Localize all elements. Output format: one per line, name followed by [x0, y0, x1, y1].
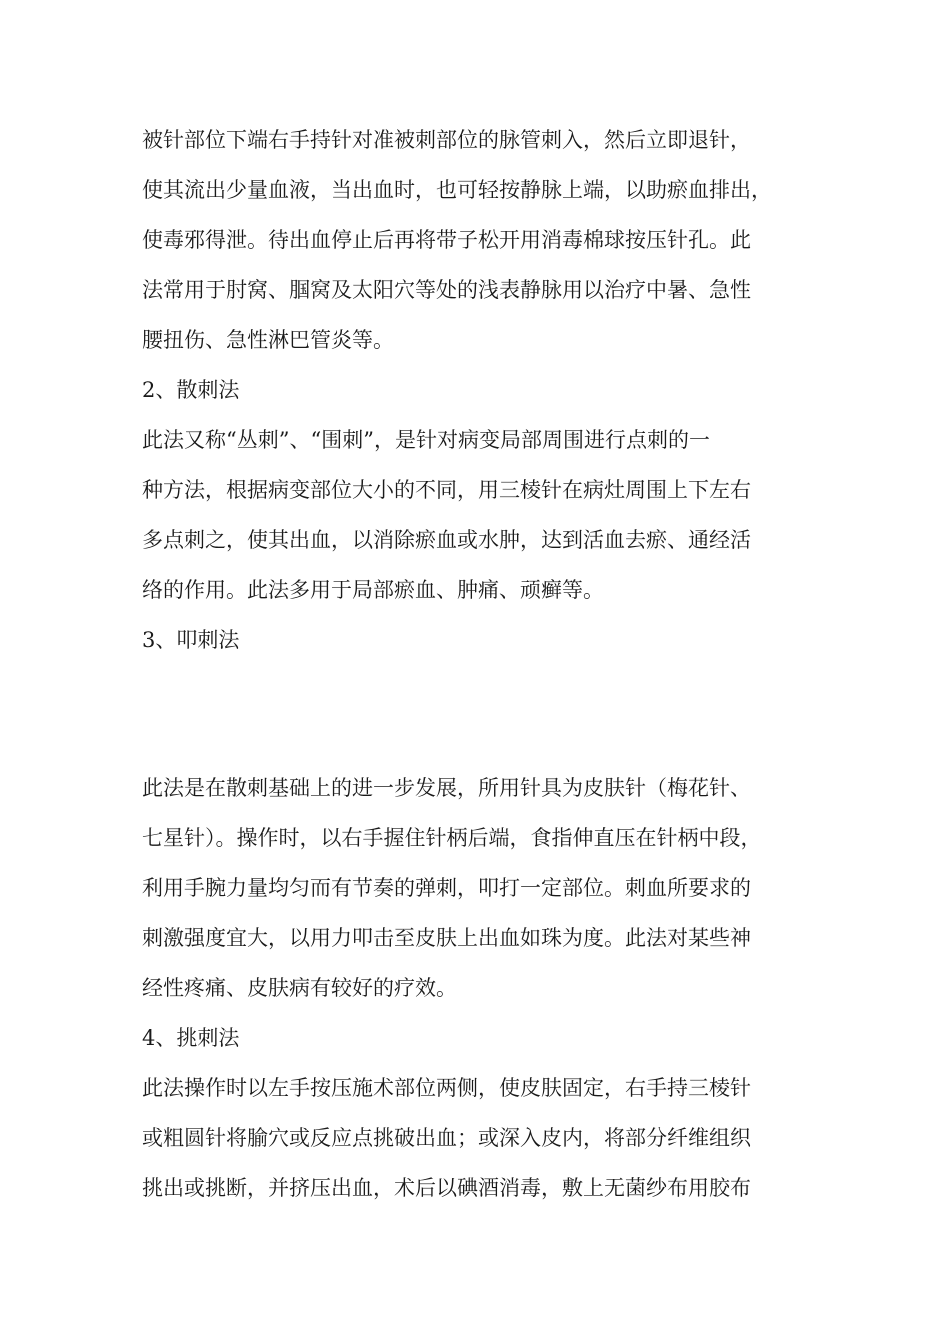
- text-line: 腰扭伤、急性淋巴管炎等。: [142, 328, 394, 352]
- text-line: 七星针）。操作时，以右手握住针柄后端，食指伸直压在针柄中段，: [142, 826, 762, 850]
- text-line: 或粗圆针将腧穴或反应点挑破出血；或深入皮内，将部分纤维组织: [142, 1126, 751, 1150]
- text-line: 络的作用。此法多用于局部瘀血、肿痛、顽癣等。: [142, 578, 604, 602]
- text-line: 此法是在散刺基础上的进一步发展，所用针具为皮肤针（梅花针、: [142, 776, 751, 800]
- section-heading: 4、挑刺法: [142, 1026, 240, 1050]
- text-line: 此法又称“丛刺”、“围刺”，是针对病变局部周围进行点刺的一: [142, 428, 710, 452]
- text-line: 使其流出少量血液，当出血时，也可轻按静脉上端，以助瘀血排出，: [142, 178, 772, 202]
- section-heading: 2、散刺法: [142, 378, 240, 402]
- section-heading: 3、叩刺法: [142, 628, 240, 652]
- text-line: 使毒邪得泄。待出血停止后再将带子松开用消毒棉球按压针孔。此: [142, 228, 751, 252]
- text-line: 此法操作时以左手按压施术部位两侧，使皮肤固定，右手持三棱针: [142, 1076, 751, 1100]
- text-line: 经性疼痛、皮肤病有较好的疗效。: [142, 976, 457, 1000]
- text-line: 挑出或挑断，并挤压出血，术后以碘酒消毒，敷上无菌纱布用胶布: [142, 1176, 751, 1200]
- text-line: 多点刺之，使其出血，以消除瘀血或水肿，达到活血去瘀、通经活: [142, 528, 751, 552]
- text-line: 法常用于肘窝、腘窝及太阳穴等处的浅表静脉用以治疗中暑、急性: [142, 278, 751, 302]
- text-line: 利用手腕力量均匀而有节奏的弹刺，叩打一定部位。刺血所要求的: [142, 876, 751, 900]
- text-line: 刺激强度宜大，以用力叩击至皮肤上出血如珠为度。此法对某些神: [142, 926, 751, 950]
- text-line: 种方法，根据病变部位大小的不同，用三棱针在病灶周围上下左右: [142, 478, 751, 502]
- text-line: 被针部位下端右手持针对准被刺部位的脉管刺入，然后立即退针，: [142, 128, 751, 152]
